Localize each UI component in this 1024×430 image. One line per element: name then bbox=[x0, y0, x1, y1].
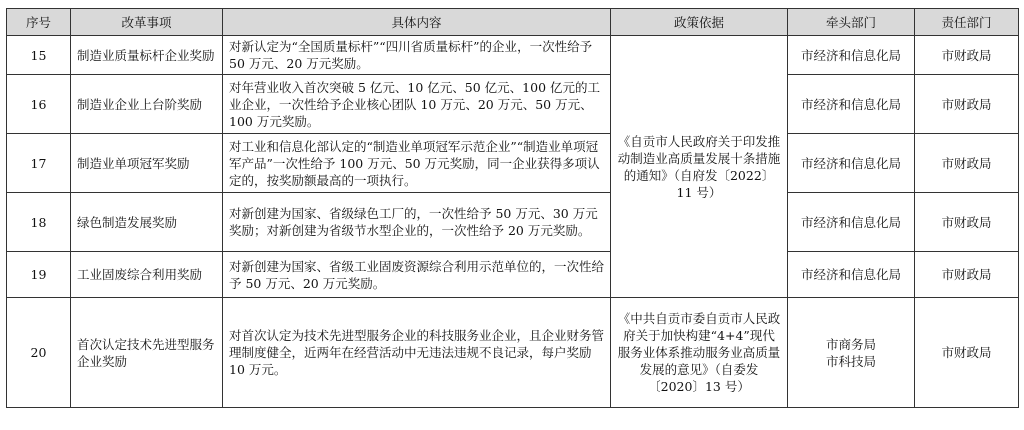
policy-basis-cell: 《中共自贡市委自贡市人民政府关于加快构建“4+4”现代服务业体系推动服务业高质量发展的意见》（自委发〔2020〕13 号） bbox=[611, 298, 788, 408]
reform-item: 绿色制造发展奖励 bbox=[71, 193, 223, 252]
content-cell: 对新认定为“全国质量标杆”“四川省质量标杆”的企业，一次性给予 50 万元、20 万元奖励。 bbox=[223, 36, 611, 75]
lead-dept: 市经济和信息化局 bbox=[788, 36, 915, 75]
header-reform-item: 改革事项 bbox=[71, 9, 223, 36]
resp-dept: 市财政局 bbox=[915, 134, 1019, 193]
content-cell: 对工业和信息化部认定的“制造业单项冠军示范企业”“制造业单项冠军产品”一次性给予 100 万元、50 万元奖励，同一企业获得多项认定的，按奖励额最高的一项执行。 bbox=[223, 134, 611, 193]
reform-item: 制造业企业上台阶奖励 bbox=[71, 75, 223, 134]
reform-item: 制造业单项冠军奖励 bbox=[71, 134, 223, 193]
table-row bbox=[7, 36, 1019, 75]
resp-dept: 市财政局 bbox=[915, 75, 1019, 134]
header-policy-basis: 政策依据 bbox=[611, 9, 788, 36]
lead-dept: 市经济和信息化局 bbox=[788, 75, 915, 134]
content-cell: 对新创建为国家、省级绿色工厂的，一次性给予 50 万元、30 万元奖励；对新创建为省级节水型企业的，一次性给予 20 万元奖励。 bbox=[223, 193, 611, 252]
policy-table bbox=[6, 8, 1019, 408]
lead-dept bbox=[788, 298, 915, 408]
table-row bbox=[7, 134, 1019, 193]
header-lead-dept: 牵头部门 bbox=[788, 9, 915, 36]
table-row bbox=[7, 252, 1019, 298]
content-cell: 对新创建为国家、省级工业固废资源综合利用示范单位的，一次性给予 50 万元、20 万元奖励。 bbox=[223, 252, 611, 298]
lead-dept-line: 市商务局 bbox=[825, 336, 876, 352]
content-cell: 对年营业收入首次突破 5 亿元、10 亿元、50 亿元、100 亿元的工业企业，一次性给予企业核心团队 10 万元、20 万元、50 万元、100 万元奖励。 bbox=[223, 75, 611, 134]
lead-dept: 市经济和信息化局 bbox=[788, 193, 915, 252]
row-number: 16 bbox=[7, 75, 71, 134]
table-row bbox=[7, 193, 1019, 252]
resp-dept: 市财政局 bbox=[915, 252, 1019, 298]
row-number: 20 bbox=[7, 298, 71, 408]
header-number: 序号 bbox=[7, 9, 71, 36]
row-number: 17 bbox=[7, 134, 71, 193]
lead-dept: 市经济和信息化局 bbox=[788, 252, 915, 298]
row-number: 15 bbox=[7, 36, 71, 75]
lead-dept: 市经济和信息化局 bbox=[788, 134, 915, 193]
content-cell: 对首次认定为技术先进型服务企业的科技服务业企业，且企业财务管理制度健全，近两年在经营活动中无违法违规不良记录，每户奖励 10 万元。 bbox=[223, 298, 611, 408]
reform-item: 制造业质量标杆企业奖励 bbox=[71, 36, 223, 75]
resp-dept: 市财政局 bbox=[915, 298, 1019, 408]
header-content: 具体内容 bbox=[223, 9, 611, 36]
header-resp-dept: 责任部门 bbox=[915, 9, 1019, 36]
resp-dept: 市财政局 bbox=[915, 193, 1019, 252]
resp-dept: 市财政局 bbox=[915, 36, 1019, 75]
table-header-row bbox=[7, 9, 1019, 36]
lead-dept-line: 市科技局 bbox=[825, 353, 876, 369]
table-row bbox=[7, 298, 1019, 408]
row-number: 18 bbox=[7, 193, 71, 252]
table-row bbox=[7, 75, 1019, 134]
reform-item: 首次认定技术先进型服务企业奖励 bbox=[71, 298, 223, 408]
policy-basis-cell: 《自贡市人民政府关于印发推动制造业高质量发展十条措施的通知》（自府发〔2022〕11 号） bbox=[611, 36, 788, 298]
row-number: 19 bbox=[7, 252, 71, 298]
reform-item: 工业固废综合利用奖励 bbox=[71, 252, 223, 298]
